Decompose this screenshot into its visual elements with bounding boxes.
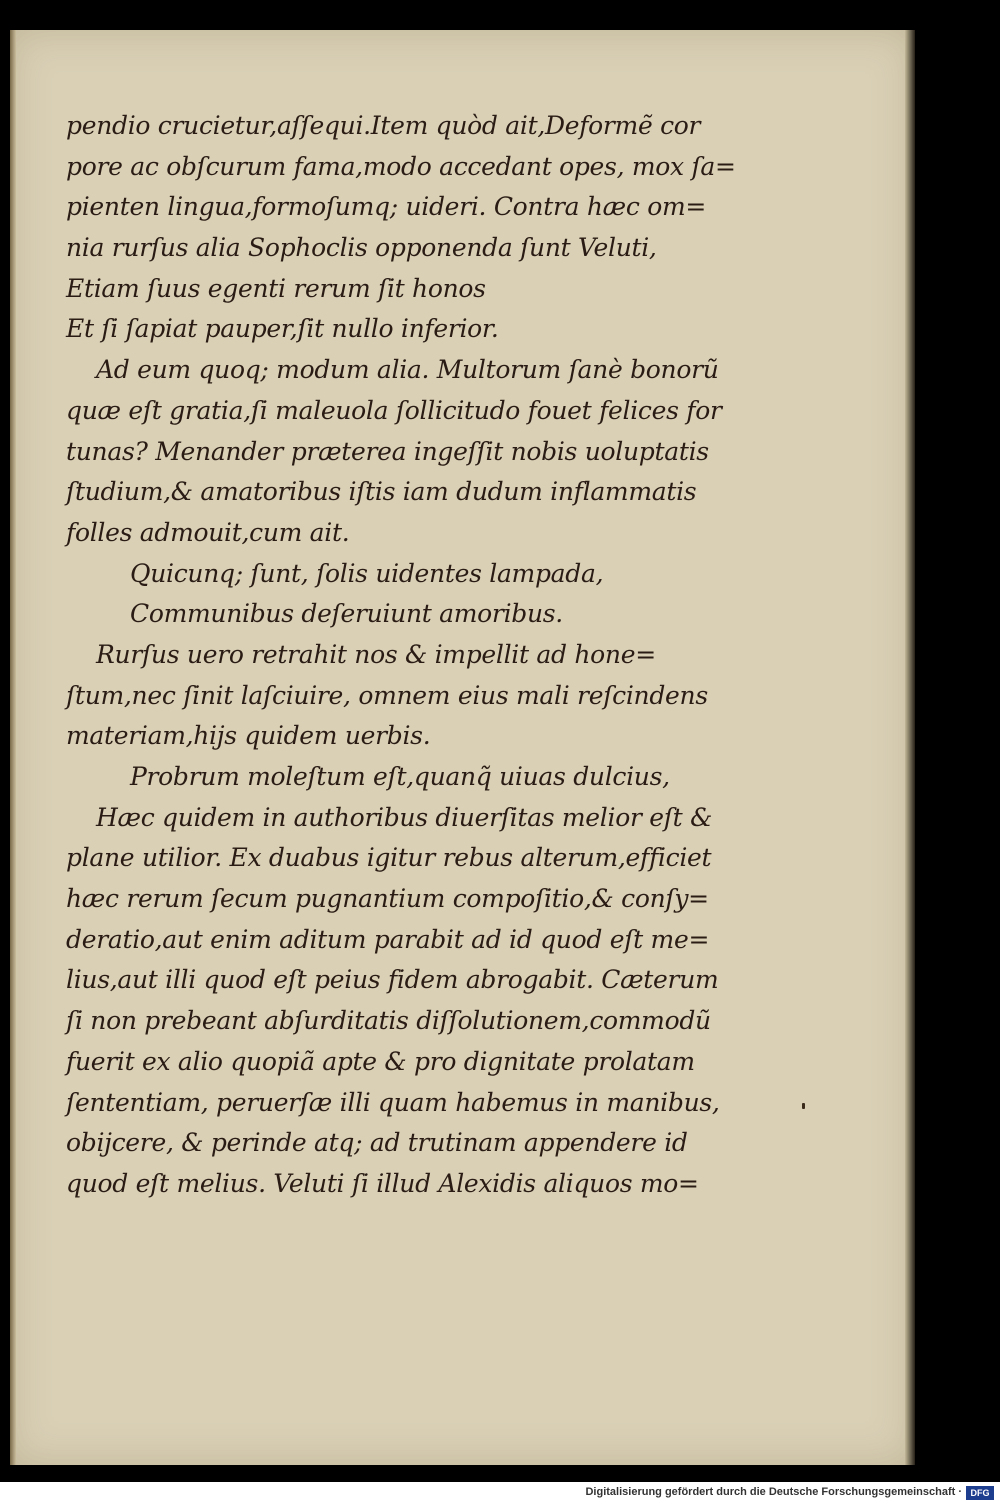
text-line: fuerit ex alio quopiã apte & pro dignitate prolatam (66, 1046, 695, 1076)
page-text (66, 106, 736, 1205)
text-line: plane utilior. Ex duabus igitur rebus alterum,efficiet (66, 843, 712, 873)
footer-bar (0, 1482, 1000, 1505)
text-line: ſi non prebeant abſurditatis diſſolutionem,commodũ (66, 1006, 711, 1036)
text-line: lius,aut illi quod eſt peius fidem abrogabit. Cæterum (66, 965, 719, 995)
text-line: quod eſt melius. Veluti ſi illud Alexidis aliquos mo= (66, 1168, 699, 1198)
text-line: hæc rerum ſecum pugnantium compoſitio,& conſy= (66, 884, 709, 914)
text-line: deratio,aut enim aditum parabit ad id quod eſt me= (66, 924, 710, 954)
text-line: tunas? Menander præterea ingeſſit nobis uoluptatis (66, 436, 709, 466)
verse-line: Communibus deſeruiunt amoribus. (130, 599, 563, 629)
text-line: nia rurſus alia Sophoclis opponenda ſunt Veluti, (66, 233, 657, 263)
page-gutter (10, 30, 16, 1465)
quote-line: Etiam ſuus egenti rerum ſit honos (66, 273, 486, 303)
text-line: materiam,hijs quidem uerbis. (66, 721, 431, 751)
ink-speck (802, 1103, 805, 1109)
dfg-logo: DFG (966, 1486, 994, 1500)
verse-line: Probrum moleſtum eſt,quanq̃ uiuas dulcius, (130, 762, 670, 791)
text-line: ſtudium,& amatoribus iſtis iam dudum inflammatis (66, 477, 697, 507)
page-edge-shadow (905, 30, 915, 1465)
text-line: obijcere, & perinde atq; ad trutinam appendere id (66, 1128, 688, 1158)
paragraph-start-line: Hæc quidem in authoribus diuerſitas melior eſt & (96, 802, 713, 832)
text-line: quæ eſt gratia,ſi maleuola ſollicitudo fouet felices for (66, 395, 722, 425)
text-line: pendio crucietur,aſſequi.Item quòd ait,Deformẽ cor (66, 111, 701, 140)
text-line: ſtum,nec ſinit laſciuire, omnem eius mali reſcindens (66, 680, 708, 710)
funding-credit: Digitalisierung gefördert durch die Deutsche Forschungsgemeinschaft · (585, 1486, 962, 1498)
text-line: pienten lingua,formoſumq; uideri. Contra hæc om= (66, 192, 706, 222)
text-line: pore ac obſcurum fama,modo accedant opes, mox ſa= (66, 151, 736, 181)
text-line: ſententiam, peruerſæ illi quam habemus in manibus, (66, 1087, 720, 1117)
paragraph-start-line: Rurſus uero retrahit nos & impellit ad hone= (96, 639, 656, 669)
quote-line: Et ſi ſapiat pauper,ſit nullo inferior. (66, 314, 499, 344)
text-line: folles admouit,cum ait. (66, 517, 350, 547)
paragraph-start-line: Ad eum quoq; modum alia. Multorum ſanè bonorũ (96, 355, 719, 385)
verse-line: Quicunq; ſunt, ſolis uidentes lampada, (130, 558, 604, 588)
